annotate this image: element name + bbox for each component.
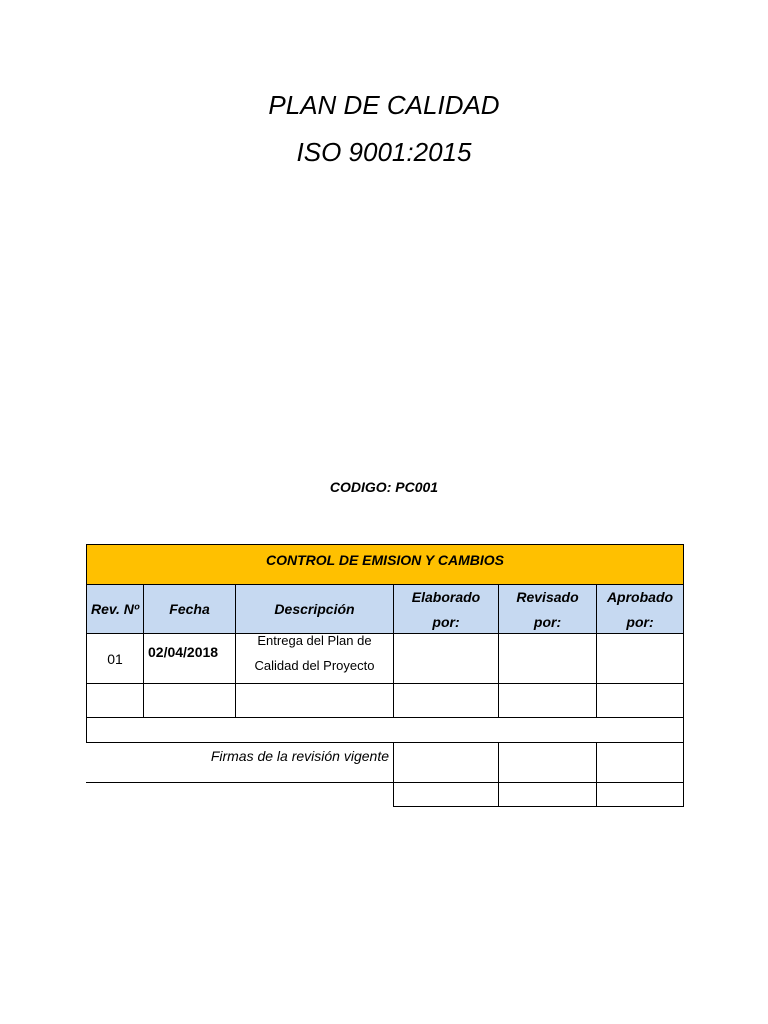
column-header-rev: Rev. Nº xyxy=(86,584,144,634)
row2-rev xyxy=(86,683,144,718)
column-header-elaborado: Elaborado por: xyxy=(393,584,499,634)
row2-revisado xyxy=(498,683,597,718)
signature-name-aprobado xyxy=(596,782,684,807)
signatures-label: Firmas de la revisión vigente xyxy=(210,748,389,764)
row1-aprobado xyxy=(596,633,684,684)
signature-aprobado xyxy=(596,742,684,783)
document-standard: ISO 9001:2015 xyxy=(296,137,472,167)
column-header-descripcion: Descripción xyxy=(235,584,394,634)
row2-descripcion xyxy=(235,683,394,718)
row2-aprobado xyxy=(596,683,684,718)
row2-fecha xyxy=(143,683,236,718)
row1-fecha: 02/04/2018 xyxy=(143,633,236,684)
document-title: PLAN DE CALIDAD xyxy=(268,90,500,120)
document-code: CODIGO: PC001 xyxy=(329,479,439,495)
column-header-fecha: Fecha xyxy=(143,584,236,634)
row1-descripcion: Entrega del Plan de Calidad del Proyecto xyxy=(235,633,394,684)
signature-name-revisado xyxy=(498,782,597,807)
row1-revisado xyxy=(498,633,597,684)
signature-elaborado xyxy=(393,742,499,783)
table-header: CONTROL DE EMISION Y CAMBIOS xyxy=(86,544,684,585)
row1-elaborado xyxy=(393,633,499,684)
spacer-row xyxy=(86,717,684,743)
row2-elaborado xyxy=(393,683,499,718)
signature-underline xyxy=(86,782,393,783)
signature-name-elaborado xyxy=(393,782,499,807)
column-header-revisado: Revisado por: xyxy=(498,584,597,634)
column-header-aprobado: Aprobado por: xyxy=(596,584,684,634)
signature-revisado xyxy=(498,742,597,783)
row1-rev: 01 xyxy=(86,633,144,684)
